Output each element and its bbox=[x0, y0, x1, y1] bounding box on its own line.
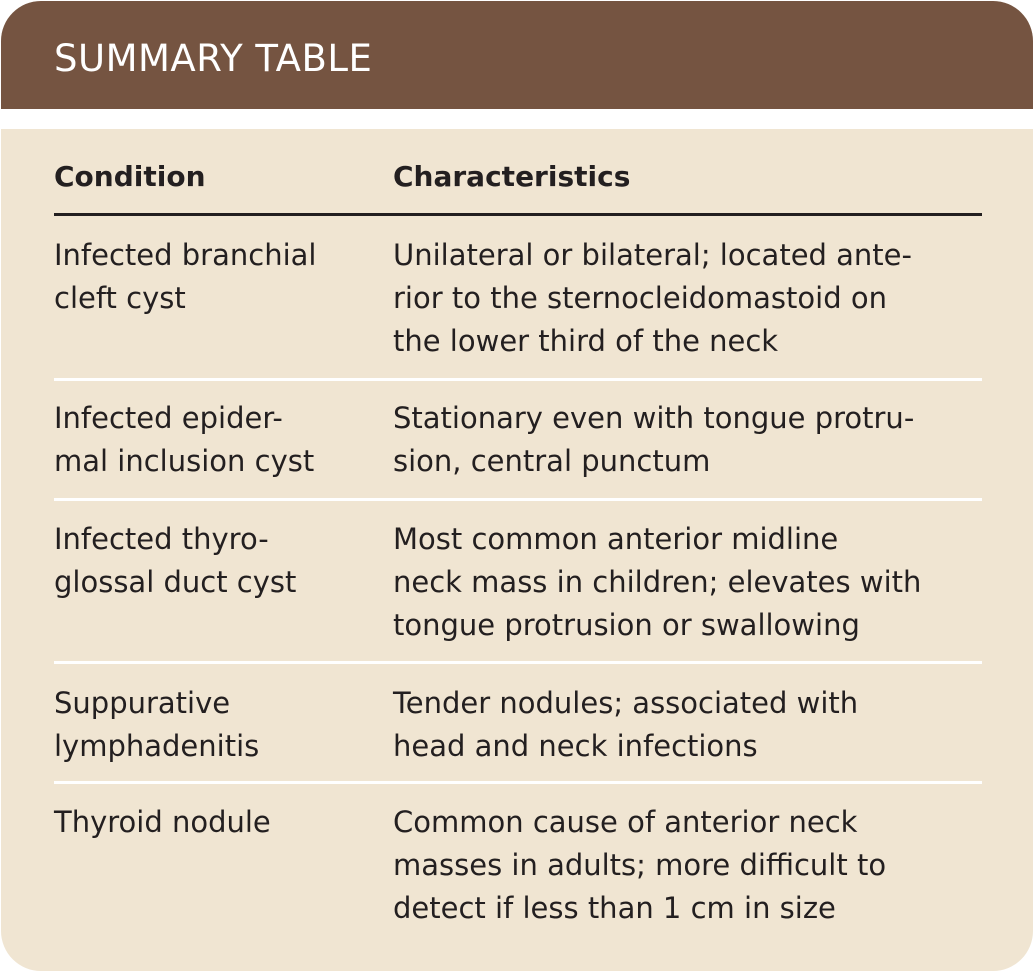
table-row-2-characteristics: Stationary even with tongue protru- sion, central punctum bbox=[393, 401, 915, 478]
table-row-3-condition: Infected thyro- glossal duct cyst bbox=[54, 522, 297, 599]
column-header-condition: Condition bbox=[54, 160, 206, 193]
row-divider bbox=[54, 661, 982, 664]
table-row-5-condition: Thyroid nodule bbox=[54, 805, 271, 839]
table-header bbox=[1, 1, 1033, 109]
table-row-3-characteristics: Most common anterior midline neck mass in children; elevates with tongue protrusion or swallowing bbox=[393, 522, 922, 642]
table-row-4-characteristics: Tender nodules; associated with head and neck infections bbox=[393, 686, 859, 763]
header-gap bbox=[1, 109, 1033, 129]
table-row-4-condition: Suppurative lymphadenitis bbox=[54, 686, 260, 763]
row-divider bbox=[54, 498, 982, 501]
table-row-1-condition: Infected branchial cleft cyst bbox=[54, 238, 317, 315]
table-title: SUMMARY TABLE bbox=[54, 37, 373, 80]
table-row-2-condition: Infected epider- mal inclusion cyst bbox=[54, 401, 315, 478]
column-header-characteristics: Characteristics bbox=[393, 160, 631, 193]
table-row-1-characteristics: Unilateral or bilateral; located ante- rior to the sternocleidomastoid on the lower third of the neck bbox=[393, 238, 912, 358]
header-divider bbox=[54, 213, 982, 216]
row-divider bbox=[54, 781, 982, 784]
table-row-5-characteristics: Common cause of anterior neck masses in adults; more difficult to detect if less than 1 cm in size bbox=[393, 805, 887, 925]
summary-table-card bbox=[1, 1, 1033, 971]
row-divider bbox=[54, 378, 982, 381]
